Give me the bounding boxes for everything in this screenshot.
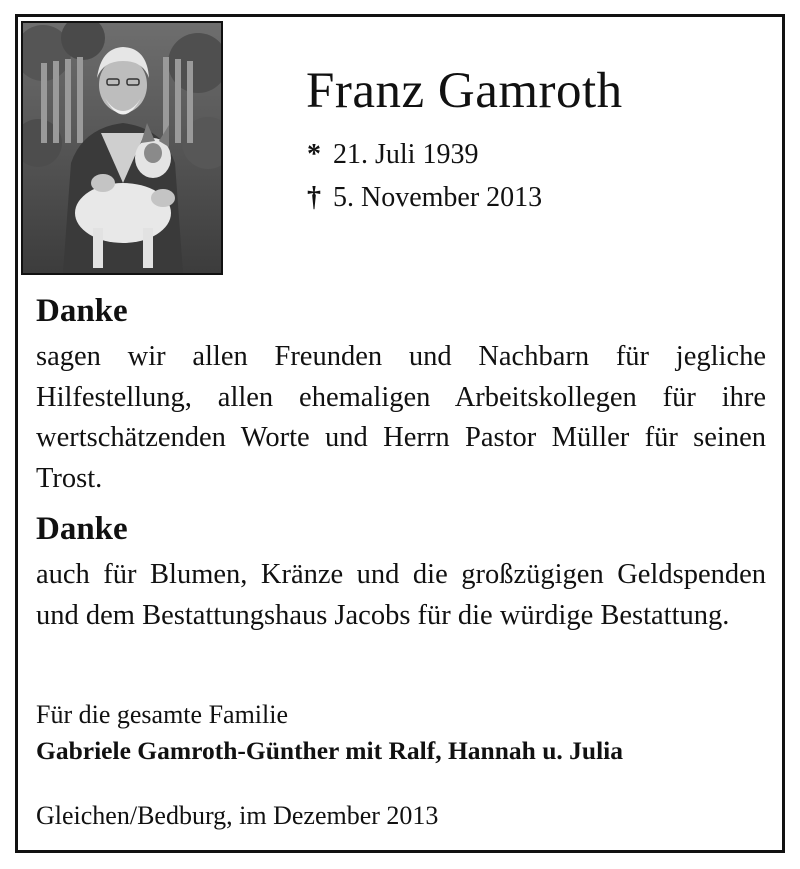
death-date-line (307, 184, 542, 212)
photo-icon (23, 23, 221, 273)
thanks-text-1: sagen wir allen Freunden und Nachbarn für jegliche Hilfestellung, allen ehemaligen Arbeitskollegen für ihre wertschätzenden Worte und Herrn Pastor Müller für seinen Trost. (36, 341, 766, 495)
death-date: 5. November 2013 (333, 182, 543, 213)
family-names: Gabriele Gamroth-Günther mit Ralf, Hannah u. Julia (36, 736, 624, 765)
thanks-heading-1: Danke (36, 293, 128, 329)
birth-star-icon: * (307, 139, 321, 170)
family-intro: Für die gesamte Familie (36, 700, 289, 729)
death-cross-icon: † (307, 182, 321, 213)
thanks-heading-2: Danke (36, 511, 128, 547)
portrait-photo (21, 21, 223, 275)
birth-date: 21. Juli 1939 (333, 139, 479, 170)
birth-date-line (307, 141, 478, 169)
thanks-text-2: auch für Blumen, Kränze und die großzügigen Geldspenden und dem Bestattungshaus Jacobs für die würdige Bestattung. (36, 559, 766, 631)
deceased-name: Franz Gamroth (306, 63, 623, 119)
place-date: Gleichen/Bedburg, im Dezember 2013 (36, 801, 439, 830)
